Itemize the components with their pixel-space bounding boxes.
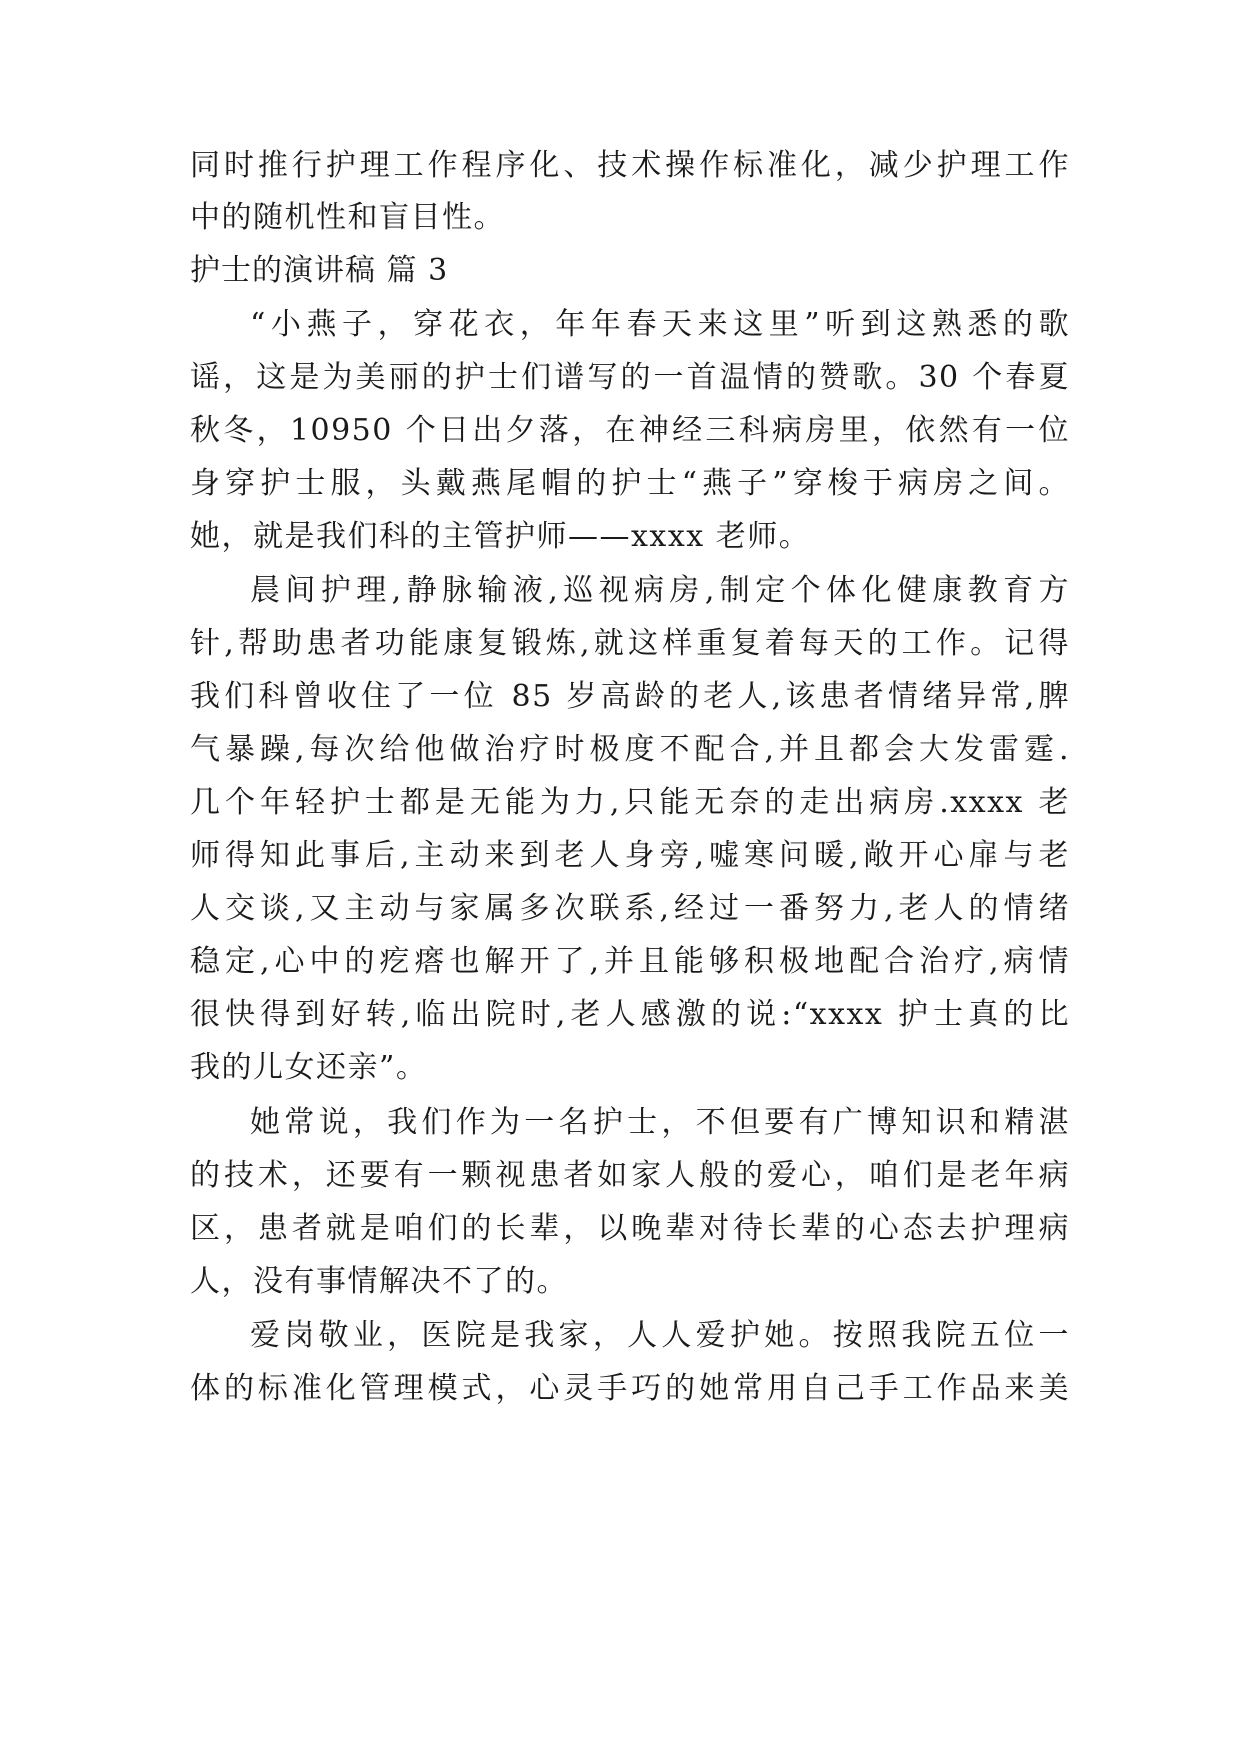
paragraph-1-line-1: “小燕子，穿花衣，年年春天来这里”听到这熟悉的歌 xyxy=(250,307,1070,342)
section-heading: 护士的演讲稿 篇 3 xyxy=(190,253,449,288)
paragraph-2-line-8: 稳定,心中的疙瘩也解开了,并且能够积极地配合治疗,病情 xyxy=(190,944,1070,979)
paragraph-2-line-7: 人交谈,又主动与家属多次联系,经过一番努力,老人的情绪 xyxy=(190,891,1070,926)
paragraph-2-line-9: 很快得到好转,临出院时,老人感激的说:“xxxx 护士真的比 xyxy=(190,997,1070,1032)
paragraph-4-line-2: 体的标准化管理模式，心灵手巧的她常用自己手工作品来美 xyxy=(190,1371,1070,1406)
paragraph-2-line-3: 我们科曾收住了一位 85 岁高龄的老人,该患者情绪异常,脾 xyxy=(190,679,1070,714)
paragraph-2-line-6: 师得知此事后,主动来到老人身旁,嘘寒问暖,敞开心扉与老 xyxy=(190,838,1070,873)
paragraph-1-line-3: 秋冬，10950 个日出夕落，在神经三科病房里，依然有一位 xyxy=(190,413,1070,448)
paragraph-2-line-5: 几个年轻护士都是无能为力,只能无奈的走出病房.xxxx 老 xyxy=(190,785,1070,820)
paragraph-2-line-1: 晨间护理,静脉输液,巡视病房,制定个体化健康教育方 xyxy=(250,573,1070,608)
paragraph-1-line-5: 她，就是我们科的主管护师——xxxx 老师。 xyxy=(190,519,811,554)
paragraph-2-line-4: 气暴躁,每次给他做治疗时极度不配合,并且都会大发雷霆. xyxy=(190,732,1070,767)
paragraph-4-line-1: 爱岗敬业，医院是我家，人人爱护她。按照我院五位一 xyxy=(250,1318,1070,1353)
paragraph-3-line-2: 的技术，还要有一颗视患者如家人般的爱心，咱们是老年病 xyxy=(190,1158,1070,1193)
paragraph-3-line-1: 她常说，我们作为一名护士，不但要有广博知识和精湛 xyxy=(250,1105,1070,1140)
paragraph-1-line-2: 谣，这是为美丽的护士们谱写的一首温情的赞歌。30 个春夏 xyxy=(190,360,1070,395)
paragraph-2-line-10: 我的儿女还亲”。 xyxy=(190,1050,428,1085)
continuation-line-2: 中的随机性和盲目性。 xyxy=(190,200,505,235)
paragraph-3-line-3: 区，患者就是咱们的长辈，以晚辈对待长辈的心态去护理病 xyxy=(190,1211,1070,1246)
paragraph-2-line-2: 针,帮助患者功能康复锻炼,就这样重复着每天的工作。记得 xyxy=(190,626,1070,661)
paragraph-1-line-4: 身穿护士服，头戴燕尾帽的护士“燕子”穿梭于病房之间。 xyxy=(190,466,1070,501)
continuation-line-1: 同时推行护理工作程序化、技术操作标准化，减少护理工作 xyxy=(190,148,1070,183)
paragraph-3-line-4: 人，没有事情解决不了的。 xyxy=(190,1264,568,1299)
